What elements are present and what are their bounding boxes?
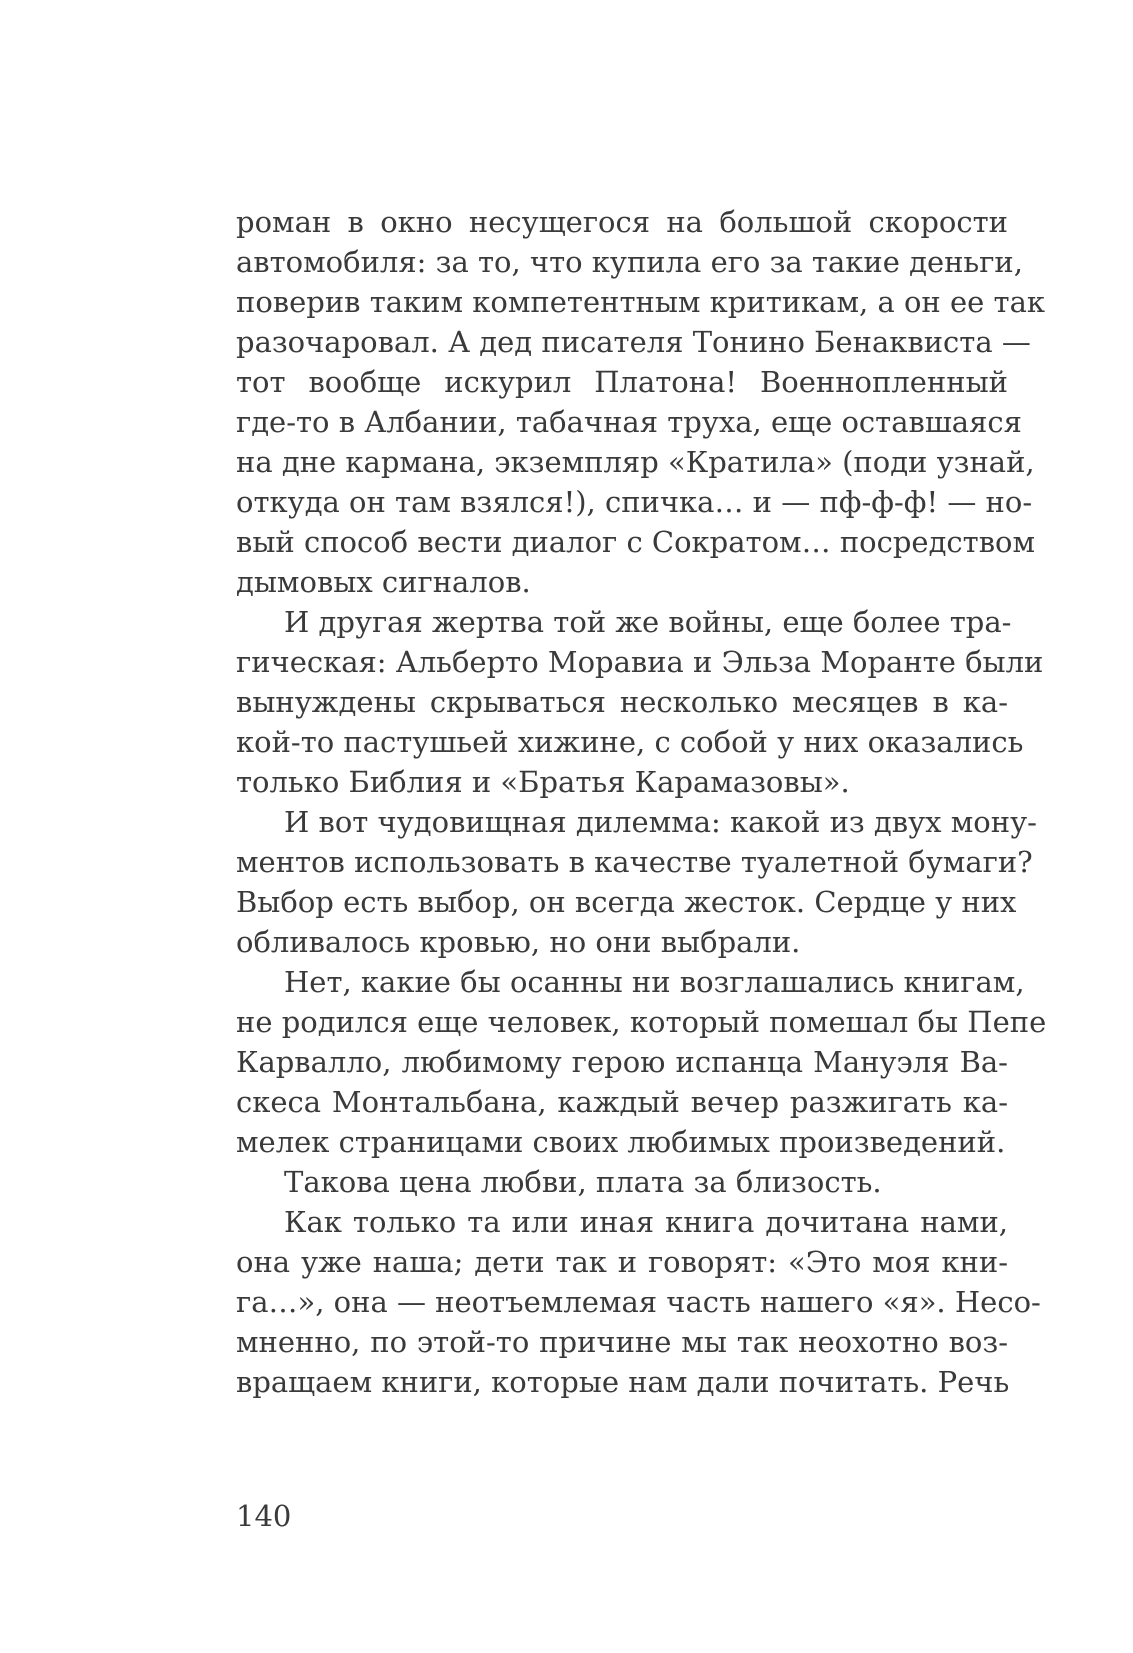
- text-line: гическая: Альберто Моравиа и Эльза Моранте были: [236, 645, 1044, 679]
- text-line: не родился еще человек, который помешал бы Пепе: [236, 1005, 1047, 1039]
- text-line: она уже наша; дети так и говорят: «Это моя кни-: [236, 1245, 1008, 1279]
- text-line: вынуждены скрываться несколько месяцев в ка-: [236, 685, 1008, 719]
- text-line: И вот чудовищная дилемма: какой из двух мону-: [284, 805, 1037, 839]
- text-line: скеса Монтальбана, каждый вечер разжигать ка-: [236, 1085, 1008, 1119]
- text-line: на дне кармана, экземпляр «Кратила» (поди узнай,: [236, 445, 1035, 479]
- paragraph: [236, 202, 1045, 602]
- text-line: тот вообще искурил Платона! Военнопленный: [236, 365, 1008, 399]
- text-line: Карвалло, любимому герою испанца Мануэля Ва-: [236, 1045, 1008, 1079]
- text-line: Как только та или иная книга дочитана нами,: [284, 1205, 1008, 1239]
- text-line: автомобиля: за то, что купила его за такие деньги,: [236, 245, 1023, 279]
- text-line: Выбор есть выбор, он всегда жесток. Сердце у них: [236, 885, 1017, 919]
- text-line: И другая жертва той же войны, еще более тра-: [284, 605, 1012, 639]
- text-line: где-то в Албании, табачная труха, еще оставшаяся: [236, 405, 1022, 439]
- text-line: кой-то пастушьей хижине, с собой у них оказались: [236, 725, 1024, 759]
- text-line: поверив таким компетентным критикам, а он ее так: [236, 285, 1045, 319]
- text-line: Такова цена любви, плата за близость.: [284, 1165, 882, 1199]
- text-line: разочаровал. А дед писателя Тонино Бенаквиста —: [236, 325, 1031, 359]
- text-line: ментов использовать в качестве туалетной бумаги?: [236, 845, 1033, 879]
- text-line: мненно, по этой-то причине мы так неохотно воз-: [236, 1325, 1008, 1359]
- text-line: га…», она — неотъемлемая часть нашего «я». Несо-: [236, 1285, 1041, 1319]
- text-line: только Библия и «Братья Карамазовы».: [236, 765, 850, 799]
- text-line: роман в окно несущегося на большой скорости: [236, 205, 1008, 239]
- paragraph: [236, 1162, 1008, 1202]
- text-line: вращаем книги, которые нам дали почитать. Речь: [236, 1365, 1010, 1399]
- body-text: [236, 202, 1047, 1402]
- text-line: дымовых сигналов.: [236, 565, 531, 599]
- text-line: мелек страницами своих любимых произведений.: [236, 1125, 1006, 1159]
- paragraph: [236, 962, 1047, 1162]
- text-line: вый способ вести диалог с Сократом… посредством: [236, 525, 1036, 559]
- text-line: Нет, какие бы осанны ни возглашались книгам,: [284, 965, 1025, 999]
- page-number: 140: [236, 1499, 292, 1533]
- text-line: откуда он там взялся!), спичка… и — пф-ф-ф! — но-: [236, 485, 1033, 519]
- paragraph: [236, 602, 1044, 802]
- paragraph: [236, 1202, 1041, 1402]
- paragraph: [236, 802, 1037, 962]
- text-line: обливалось кровью, но они выбрали.: [236, 925, 801, 959]
